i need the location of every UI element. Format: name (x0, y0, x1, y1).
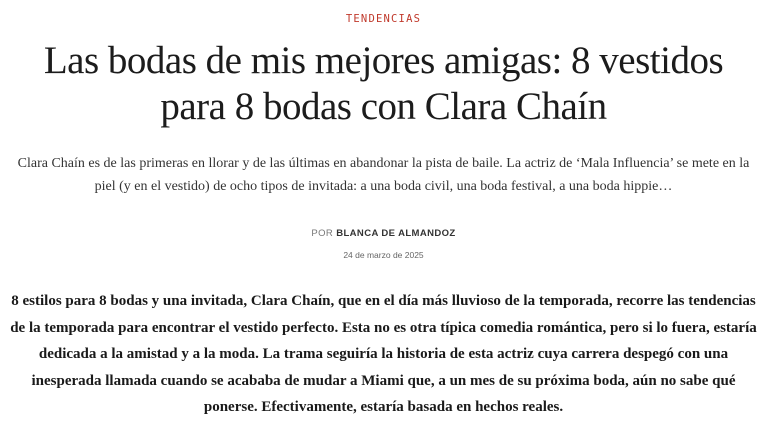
section-tag-link[interactable]: TENDENCIAS (345, 13, 422, 25)
byline-prefix: POR (311, 228, 334, 239)
author-link[interactable]: BLANCA DE ALMANDOZ (336, 228, 456, 239)
article-headline: Las bodas de mis mejores amigas: 8 vestidos para 8 bodas con Clara Chaín (43, 39, 724, 128)
article-standfirst: Clara Chaín es de las primeras en llorar y de las últimas en abandonar la pista de baile. La actriz de ‘Mala Influencia’ se mete en la piel (y en el vestido) de ocho tipos de invitada: a una boda civil, una boda festival, a una boda hippie… (17, 156, 750, 194)
article-lead-paragraph: 8 estilos para 8 bodas y una invitada, Clara Chaín, que en el día más lluvioso de la temporada, recorre las tendencias de la temporada para encontrar el vestido perfecto. Esta no es otra típica comedia romántica, pero si lo fuera, estaría dedicada a la amistad y a la moda. La trama seguiría la historia de esta actriz cuya carrera despegó con una inesperada llamada cuando se acababa de mudar a Miami que, a un mes de su próxima boda, aún no sabe qué ponerse. Efectivamente, estaría basada en hechos reales. (10, 293, 757, 415)
byline (0, 228, 767, 239)
publish-date: 24 de marzo de 2025 (343, 250, 424, 260)
